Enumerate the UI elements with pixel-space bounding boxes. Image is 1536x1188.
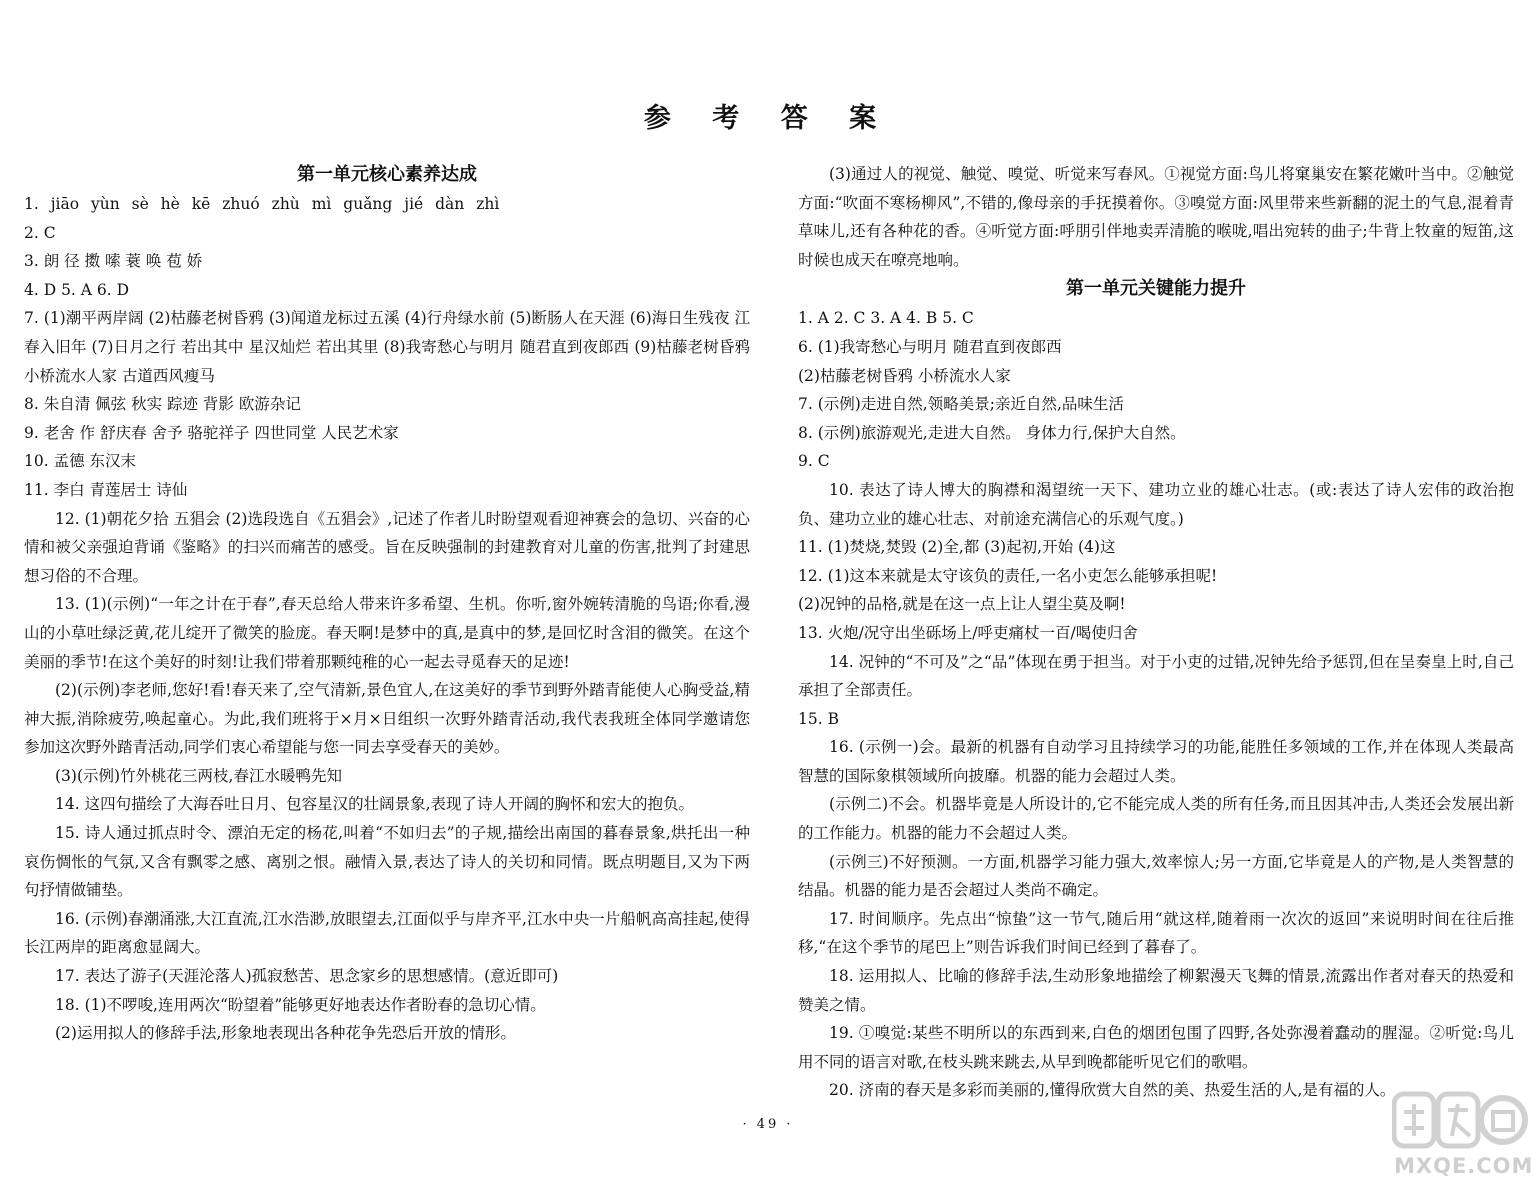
section-heading-core-literacy: 第一单元核心素养达成 [297,164,477,185]
answer-line: 18. (1)不啰唆,连用两次“盼望着”能够更好地表达作者盼春的急切心情。 [55,995,546,1014]
answer-line: (2)(示例)李老师,您好!看!春天来了,空气清新,景色宜人,在这美好的季节到野外踏青能使人心胸受益,精神大振,消除疲劳,唤起童心。为此,我们班将于×月×日组织一次野外踏青活动,我代表我班全体同学邀请您参加这次野外踏青活动,同学们衷心希望能与您一同去享受春天的美妙。 [24,681,750,757]
answer-line: 1. jiāo yùn sè hè kē zhuó zhù mì guǎng jié dàn zhì [24,195,500,213]
answer-line: (3)通过人的视觉、触觉、嗅觉、听觉来写春风。①视觉方面:鸟儿将窠巢安在繁花嫩叶当中。②触觉方面:“吹面不寒杨柳风”,不错的,像母亲的手抚摸着你。③嗅觉方面:风里带来些新翻的泥土的气息,混着青草味儿,还有各种花的香。④听觉方面:呼朋引伴地卖弄清脆的喉咙,唱出宛转的曲子;牛背上牧童的短笛,这时候也成天在嘹亮地响。 [798,165,1514,269]
answer-line: 8. (示例)旅游观光,走进大自然。 身体力行,保护大自然。 [798,423,1186,442]
page-title: 参 考 答 案 [643,103,893,134]
answer-line: 1. A 2. C 3. A 4. B 5. C [798,309,974,328]
answer-line: 7. (示例)走进自然,领略美景;亲近自然,品味生活 [798,395,1124,414]
answer-line: 3. 朗 径 擞 嗦 蓑 唤 苞 娇 [24,252,203,271]
answer-line: 13. (1)(示例)“一年之计在于春”,春天总给人带来许多希望、生机。你听,窗外婉转清脆的鸟语;你看,漫山的小草吐绿泛黄,花儿绽开了微笑的脸庞。春天啊!是梦中的真,是真中的梦,是回忆时含泪的微笑。在这个美丽的季节!在这个美好的时刻!让我们带着那颗纯稚的心一起去寻觅春天的足迹! [24,595,750,671]
answer-line: 4. D 5. A 6. D [24,280,130,299]
answer-line: 8. 朱自清 佩弦 秋实 踪迹 背影 欧游杂记 [24,395,301,414]
watermark-site: MXQE.COM [1394,1154,1534,1178]
answer-line: 10. 表达了诗人博大的胸襟和渴望统一天下、建功立业的雄心壮志。(或:表达了诗人宏伟的政治抱负、建功立业的雄心壮志、对前途充满信心的乐观气度。) [798,480,1514,528]
left-column [24,160,750,1048]
answer-line: 12. (1)朝花夕拾 五猖会 (2)选段选自《五猖会》,记述了作者儿时盼望观看迎神赛会的急切、兴奋的心情和被父亲强迫背诵《鉴略》的扫兴而痛苦的感受。旨在反映强制的封建教育对儿童的伤害,批判了封建思想习俗的不合理。 [24,509,750,585]
answer-line: (2)枯藤老树昏鸦 小桥流水人家 [798,366,1011,385]
answer-line: 10. 孟德 东汉末 [24,452,137,471]
watermark [1392,1090,1534,1180]
answer-line: 16. (示例)春潮涌涨,大江直流,江水浩渺,放眼望去,江面似乎与岸齐平,江水中央一片船帆高高挂起,使得长江两岸的距离愈显阔大。 [24,909,750,957]
answer-line: 11. 李白 青莲居士 诗仙 [24,480,188,499]
answer-line: (3)(示例)竹外桃花三两枝,春江水暖鸭先知 [55,766,342,785]
answer-line: 19. ①嗅觉:某些不明所以的东西到来,白色的烟团包围了四野,各处弥漫着蠢动的腥湿。②听觉:鸟儿用不同的语言对歌,在枝头跳来跳去,从早到晚都能听见它们的歌唱。 [798,1024,1514,1071]
answer-line: 9. C [798,452,830,471]
answer-line: 14. 这四句描绘了大海吞吐日月、包容星汉的壮阔景象,表现了诗人开阔的胸怀和宏大的抱负。 [55,795,695,814]
answer-line: 17. 表达了游子(天涯沦落人)孤寂愁苦、思念家乡的思想感情。(意近即可) [55,967,559,986]
answer-line: 16. (示例一)会。最新的机器有自动学习且持续学习的功能,能胜任多领域的工作,并在体现人类最高智慧的国际象棋领域所向披靡。机器的能力会超过人类。 [798,738,1514,785]
answer-line: (2)运用拟人的修辞手法,形象地表现出各种花争先恐后开放的情形。 [55,1024,516,1043]
answer-line: 17. 时间顺序。先点出“惊蛰”这一节气,随后用“就这样,随着雨一次次的返回”来说明时间在往后推移,“在这个季节的尾巴上”则告诉我们时间已经到了暮春了。 [798,909,1514,957]
answer-line: 20. 济南的春天是多彩而美丽的,懂得欣赏大自然的美、热爱生活的人,是有福的人。 [829,1081,1396,1100]
answer-line: (示例二)不会。机器毕竟是人所设计的,它不能完成人类的所有任务,而且因其冲击,人类还会发展出新的工作能力。机器的能力不会超过人类。 [798,795,1514,843]
answer-line: (2)况钟的品格,就是在这一点上让人望尘莫及啊! [798,595,1126,614]
answer-line: 13. 火炮/况守出坐砾场上/呼吏痛杖一百/喝使归舍 [798,623,1138,642]
section-heading-key-ability: 第一单元关键能力提升 [1066,278,1246,300]
answer-line: 14. 况钟的“不可及”之“品”体现在勇于担当。对于小吏的过错,况钟先给予惩罚,但在呈奏皇上时,自己承担了全部责任。 [798,652,1514,700]
answer-line: 9. 老舍 作 舒庆春 舍予 骆驼祥子 四世同堂 人民艺术家 [24,423,399,442]
answer-line: 7. (1)潮平两岸阔 (2)枯藤老树昏鸦 (3)闻道龙标过五溪 (4)行舟绿水前 (5)断肠人在天涯 (6)海日生残夜 江春入旧年 (7)日月之行 若出其中 星汉灿烂 若出其里 (8)我寄愁心与明月 随君直到夜郎西 (9)枯藤老树昏鸦 小桥流水人家 古道西风瘦马 [24,309,750,385]
answer-line: 12. (1)这本来就是太守该负的责任,一名小吏怎么能够承担呢! [798,566,1218,585]
answer-line: 2. C [24,223,56,242]
answer-line: (示例三)不好预测。一方面,机器学习能力强大,效率惊人;另一方面,它毕竟是人的产物,是人类智慧的结晶。机器的能力是否会超过人类尚不确定。 [798,852,1514,900]
answer-line: 11. (1)焚烧,焚毁 (2)全,都 (3)起初,开始 (4)这 [798,538,1116,557]
answer-line: 18. 运用拟人、比喻的修辞手法,生动形象地描绘了柳絮漫天飞舞的情景,流露出作者对春天的热爱和赞美之情。 [798,967,1514,1014]
answer-line: 15. 诗人通过抓点时令、漂泊无定的杨花,叫着“不如归去”的子规,描绘出南国的暮春景象,烘托出一种哀伤惆怅的气氛,又含有飘零之感、离别之恨。融情入景,表达了诗人的关切和同情。既点明题目,又为下两句抒情做铺垫。 [24,824,750,900]
watermark-logo-icon [1392,1090,1528,1152]
answer-line: 6. (1)我寄愁心与明月 随君直到夜郎西 [798,337,1062,356]
answer-line: 15. B [798,709,839,728]
right-column [798,160,1514,1105]
page-number: · 49 · [742,1117,794,1132]
